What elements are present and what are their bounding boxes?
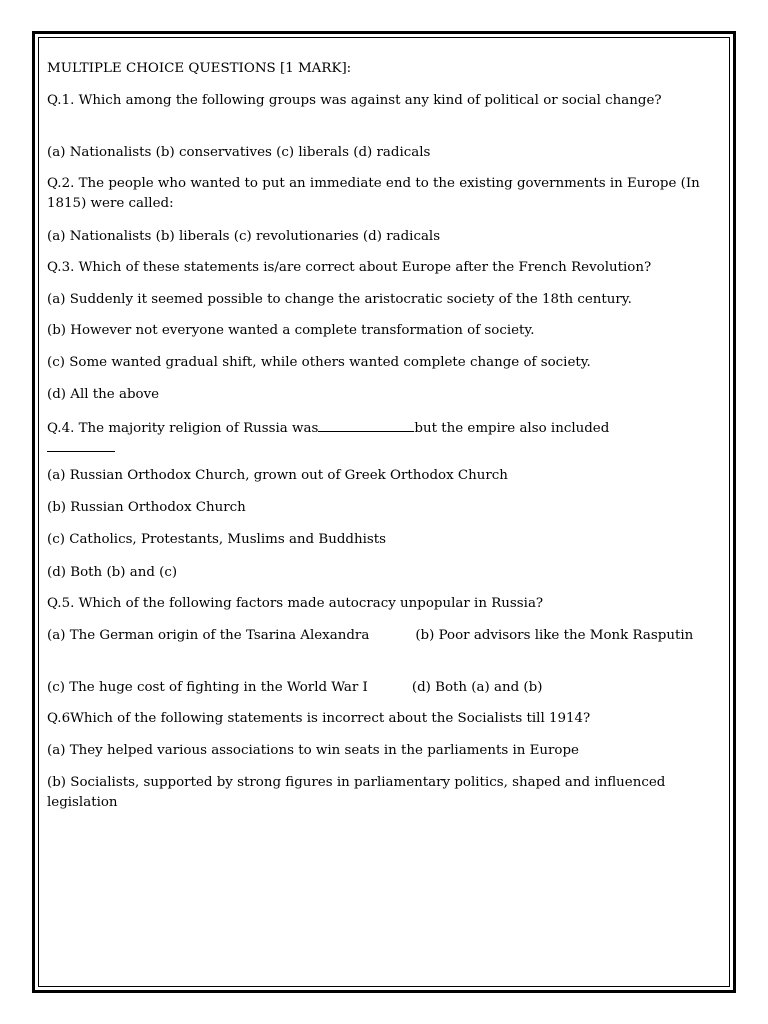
question-5-option-c: (c) The huge cost of fighting in the World War I (47, 680, 368, 695)
question-2: Q.2. The people who wanted to put an immediate end to the existing governments in Europe (In 1815) were called: (47, 176, 700, 211)
question-4-option-a: (a) Russian Orthodox Church, grown out of Greek Orthodox Church (47, 468, 508, 483)
question-3: Q.3. Which of these statements is/are correct about Europe after the French Revolution? (47, 260, 652, 275)
question-5: Q.5. Which of the following factors made autocracy unpopular in Russia? (47, 596, 544, 611)
question-4-mid: but the empire also included (414, 421, 610, 436)
section-heading: MULTIPLE CHOICE QUESTIONS [1 MARK]: (47, 61, 352, 76)
question-6-option-b: (b) Socialists, supported by strong figures in parliamentary politics, shaped and influenced legislation (47, 775, 666, 810)
question-4-start: Q.4. The majority religion of Russia was (47, 421, 319, 436)
question-6-option-a: (a) They helped various associations to win seats in the parliaments in Europe (47, 743, 579, 758)
question-5-option-a: (a) The German origin of the Tsarina Alexandra (47, 628, 370, 643)
question-1-options: (a) Nationalists (b) conservatives (c) liberals (d) radicals (47, 145, 431, 160)
question-5-option-d: (d) Both (a) and (b) (411, 680, 543, 695)
answer-blank (47, 437, 115, 452)
question-4-option-b: (b) Russian Orthodox Church (47, 500, 246, 515)
question-4-option-c: (c) Catholics, Protestants, Muslims and Buddhists (47, 532, 387, 547)
question-4 (47, 417, 715, 439)
answer-blank (318, 417, 414, 432)
question-5-option-b: (b) Poor advisors like the Monk Rasputin (415, 628, 694, 643)
question-3-option-d: (d) All the above (47, 387, 160, 402)
question-1: Q.1. Which among the following groups was against any kind of political or social change? (47, 93, 662, 108)
question-6: Q.6Which of the following statements is incorrect about the Socialists till 1914? (47, 711, 591, 726)
question-3-option-a: (a) Suddenly it seemed possible to change the aristocratic society of the 18th century. (47, 292, 632, 307)
question-4-line-2 (47, 437, 715, 459)
question-3-option-c: (c) Some wanted gradual shift, while others wanted complete change of society. (47, 355, 591, 370)
question-3-option-b: (b) However not everyone wanted a complete transformation of society. (47, 323, 535, 338)
question-5-options-ab (47, 626, 715, 646)
question-5-options-cd (47, 678, 715, 698)
question-4-option-d: (d) Both (b) and (c) (47, 565, 178, 580)
question-2-options: (a) Nationalists (b) liberals (c) revolutionaries (d) radicals (47, 229, 441, 244)
